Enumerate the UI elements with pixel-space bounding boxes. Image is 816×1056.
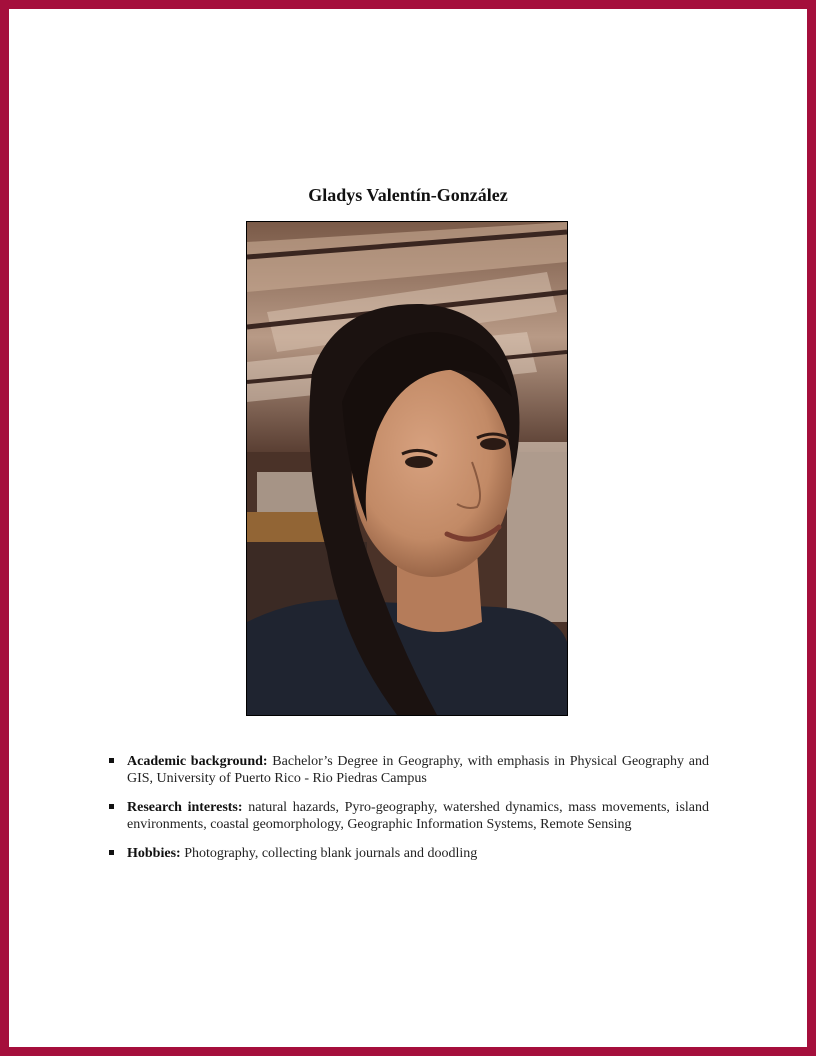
list-item — [107, 753, 709, 787]
item-text: natural hazards, Pyro-geography, watershed dynamics, mass movements, island environments, coastal geomorphology, Geographic Information Systems, Remote Sensing — [127, 800, 709, 832]
list-item — [107, 799, 709, 833]
square-bullet-icon — [109, 758, 114, 763]
details-list — [107, 753, 709, 874]
item-text: Bachelor’s Degree in Geography, with emphasis in Physical Geography and GIS, University of Puerto Rico - Rio Piedras Campus — [127, 754, 709, 786]
item-text: Photography, collecting blank journals and doodling — [184, 846, 478, 861]
item-label: Research interests: — [127, 800, 249, 815]
portrait-photo — [246, 221, 568, 716]
list-item — [107, 845, 709, 862]
item-label: Academic background: — [127, 754, 273, 769]
square-bullet-icon — [109, 804, 114, 809]
item-label: Hobbies: — [127, 846, 185, 861]
square-bullet-icon — [109, 850, 114, 855]
page-title: Gladys Valentín-González — [308, 185, 508, 205]
